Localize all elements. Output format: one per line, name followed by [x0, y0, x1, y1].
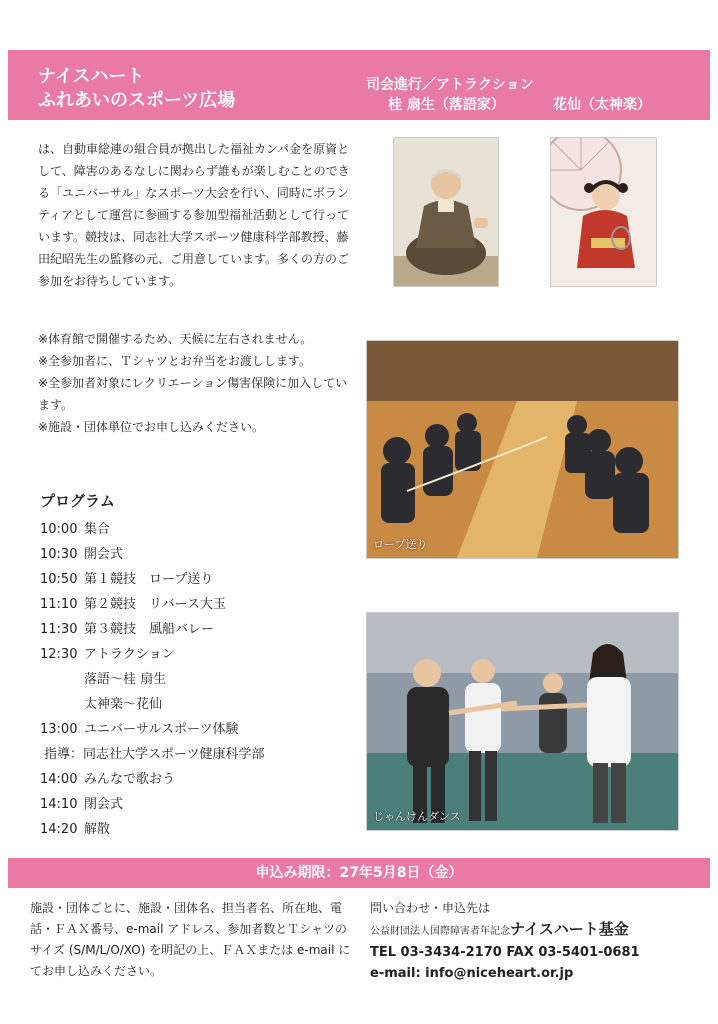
program-item: 開会式: [84, 547, 124, 562]
program-row: [40, 792, 264, 817]
program-time: 10:50: [40, 572, 78, 587]
program-time: 10:00: [40, 522, 78, 537]
program-item: 解散: [84, 822, 111, 837]
intro-text: は、自動車総連の組合員が拠出した福祉カンパ金を原資として、障害のあるなしに関わらず誰もが楽しむことのできる「ユニバーサル」なスポーツ大会を行い、同時にボランティアとして運営に参画する参加型福祉活動として行っています。競技は、同志社大学スポーツ健康科学部教授、藤田紀昭先生の監修の元、ご用意しています。多くの方のご参加をお待ちしています。: [38, 142, 350, 288]
contact-org-prefix: 公益財団法人国際障害者年記念: [370, 926, 510, 937]
header-banner: [8, 50, 710, 120]
contact-label: 問い合わせ・申込先は: [370, 901, 491, 915]
program-item: 第１競技 ロープ送り: [84, 572, 214, 587]
program-row: [40, 542, 264, 567]
photo-rakugo-performer: [393, 137, 499, 287]
program-time: 14:20: [40, 822, 78, 837]
program-row: [40, 517, 264, 542]
photo-rope-relay: [366, 340, 679, 559]
program-row: [40, 817, 264, 842]
contact-tel-fax: TEL 03-3434-2170 FAX 03-5401-0681: [370, 945, 640, 960]
program-item: 第３競技 風船バレー: [84, 622, 215, 637]
program-time: 11:30: [40, 622, 78, 637]
program-item: ユニバーサルスポーツ体験: [84, 722, 239, 737]
program-item: 閉会式: [84, 797, 124, 812]
host-daikagura: 花仙（太神楽）: [553, 97, 651, 113]
photo-caption-janken: じゃんけんダンス: [373, 810, 461, 823]
program-row: [40, 617, 264, 642]
note-item: ※体育館で開催するため、天候に左右されません。: [38, 332, 313, 346]
contact-org: [370, 919, 700, 942]
program-item: アトラクション: [84, 647, 175, 662]
program-time: 14:10: [40, 797, 78, 812]
program-row: [40, 642, 264, 667]
program-guide: 指導：同志社大学スポーツ健康科学部: [44, 747, 265, 762]
program-time: 14:00: [40, 772, 78, 787]
program-time: 12:30: [40, 647, 78, 662]
program-time: 10:30: [40, 547, 78, 562]
notes-list: [38, 328, 356, 438]
program-item: 第２競技 リバース大玉: [84, 597, 226, 612]
program-row: [40, 567, 264, 592]
program-item: 集合: [84, 522, 111, 537]
event-title-line2: ふれあいのスポーツ広場: [38, 90, 236, 111]
contact-org-name: ナイスハート基金: [510, 920, 629, 938]
host-label: 司会進行／アトラクション: [366, 77, 534, 93]
program-row: [40, 767, 264, 792]
host-rakugo: 桂 扇生（落語家）: [388, 97, 505, 113]
photo-caption-rope: ロープ送り: [373, 538, 428, 551]
application-instructions: 施設・団体ごとに、施設・団体名、担当者名、所在地、電話・ＦＡＸ番号、e-mail アドレス、参加者数とＴシャツのサイズ (S/M/L/O/XO) を明記の上、ＦＡＸまたは e-mail にてお申し込みください。: [30, 901, 351, 978]
event-title-line1: ナイスハート: [38, 66, 145, 87]
note-item: ※全参加者に、Ｔシャツとお弁当をお渡しします。: [38, 354, 311, 368]
photo-janken-dance: [366, 612, 679, 831]
note-item: ※全参加者対象にレクリエーション傷害保険に加入しています。: [38, 376, 348, 412]
contact-block: [370, 898, 700, 984]
program-subitem-daikagura: 太神楽〜花仙: [84, 697, 163, 712]
program-subitem-rakugo: 落語〜桂 扇生: [84, 672, 167, 687]
program-time: 13:00: [40, 722, 78, 737]
note-item: ※施設・団体単位でお申し込みください。: [38, 420, 265, 434]
program-row: [40, 592, 264, 617]
program-row: [40, 717, 264, 742]
deadline-banner: 申込み期限：27年5月8日（金）: [8, 858, 710, 888]
program-list: [40, 517, 264, 842]
program-item: みんなで歌おう: [84, 772, 176, 787]
photo-daikagura-performer: [550, 137, 657, 287]
program-title: プログラム: [40, 492, 115, 510]
contact-email[interactable]: e-mail: info@niceheart.or.jp: [370, 966, 574, 981]
program-time: 11:10: [40, 597, 78, 612]
